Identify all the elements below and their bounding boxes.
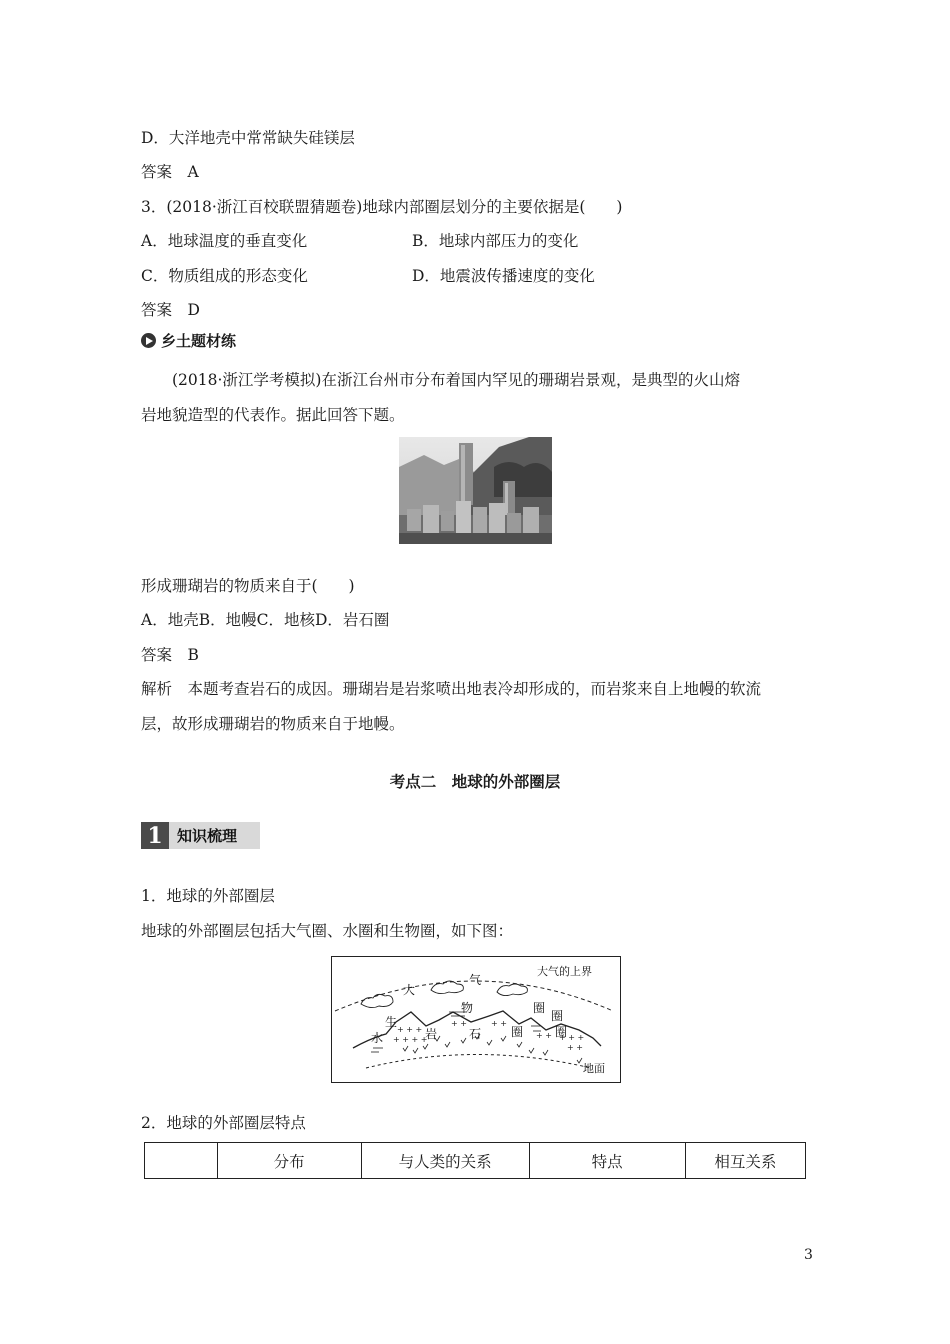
q2-answer: 答案 A: [141, 163, 199, 181]
svg-text:+ +: + +: [567, 1043, 583, 1052]
svg-text:+ + + +: + + + +: [393, 1035, 428, 1044]
q3-option-a: A．地球温度的垂直变化: [141, 232, 308, 250]
label-yan: 岩: [425, 1027, 438, 1041]
label-wu: 物: [461, 1001, 474, 1015]
coral-rock-photo: [399, 437, 552, 544]
q3-option-d: D．地震波传播速度的变化: [412, 267, 595, 285]
table-header-interrelation: 相互关系: [685, 1143, 805, 1179]
svg-text:+ + +: + + +: [559, 1033, 585, 1042]
label-da: 大: [403, 983, 416, 997]
item1-heading: 1．地球的外部圈层: [141, 887, 275, 905]
outer-spheres-diagram: [331, 956, 621, 1083]
label-qi: 气: [469, 973, 482, 987]
banner-text: 知识梳理: [177, 827, 238, 845]
svg-text:+ +: + +: [451, 1019, 467, 1028]
local-section-heading: [141, 330, 236, 351]
label-ground: 地面: [583, 1062, 605, 1075]
q3-stem: 3．(2018·浙江百校联盟猜题卷)地球内部圈层划分的主要依据是( ): [141, 198, 623, 216]
label-atmosphere-top: 大气的上界: [537, 965, 592, 978]
table-header-features: 特点: [529, 1143, 685, 1179]
local-answer: 答案 B: [141, 646, 199, 664]
local-analysis-line1: 解析 本题考查岩石的成因。珊瑚岩是岩浆喷出地表冷却形成的，而岩浆来自上地幔的软流: [141, 680, 762, 698]
local-question: 形成珊瑚岩的物质来自于( ): [141, 577, 355, 595]
label-quan-bio: 圈: [551, 1009, 564, 1023]
label-quan-water: 圈: [555, 1025, 568, 1039]
q2-option-d: D．大洋地壳中常常缺失硅镁层: [141, 129, 355, 147]
page-number: 3: [804, 1247, 813, 1263]
local-options: A．地壳B．地幔C．地核D．岩石圈: [141, 611, 390, 629]
item1-text: 地球的外部圈层包括大气圈、水圈和生物圈，如下图：: [141, 922, 514, 940]
q3-option-c: C．物质组成的形态变化: [141, 267, 308, 285]
local-analysis-line2: 层，故形成珊瑚岩的物质来自于地幔。: [141, 715, 405, 733]
features-table: [144, 1142, 806, 1179]
play-circle-icon: [141, 333, 156, 348]
item2-heading: 2．地球的外部圈层特点: [141, 1114, 306, 1132]
table-header-human-relation: 与人类的关系: [361, 1143, 529, 1179]
label-sheng: 生: [385, 1015, 398, 1029]
local-intro-line2: 岩地貌造型的代表作。据此回答下题。: [141, 406, 405, 424]
section-title: 考点二 地球的外部圈层: [389, 773, 561, 791]
banner-number: 1: [141, 822, 169, 849]
svg-text:+ + +: + + +: [397, 1025, 423, 1034]
svg-text:+ +: + +: [491, 1019, 507, 1028]
svg-text:+ +: + +: [536, 1031, 552, 1040]
knowledge-banner: [141, 822, 260, 849]
table-header-distribution: 分布: [217, 1143, 361, 1179]
table-header-row: [145, 1143, 806, 1179]
local-section-heading-text: 乡土题材练: [161, 332, 237, 350]
label-shi: 石: [469, 1027, 482, 1041]
q3-option-b: B．地球内部压力的变化: [412, 232, 579, 250]
local-intro-line1: (2018·浙江学考模拟)在浙江台州市分布着国内罕见的珊瑚岩景观，是典型的火山熔: [172, 371, 740, 389]
label-quan-atm: 圈: [533, 1001, 546, 1015]
q3-answer: 答案 D: [141, 301, 200, 319]
label-shui: 水: [371, 1031, 384, 1045]
label-quan-rock: 圈: [511, 1025, 524, 1039]
table-header-empty: [145, 1143, 218, 1179]
